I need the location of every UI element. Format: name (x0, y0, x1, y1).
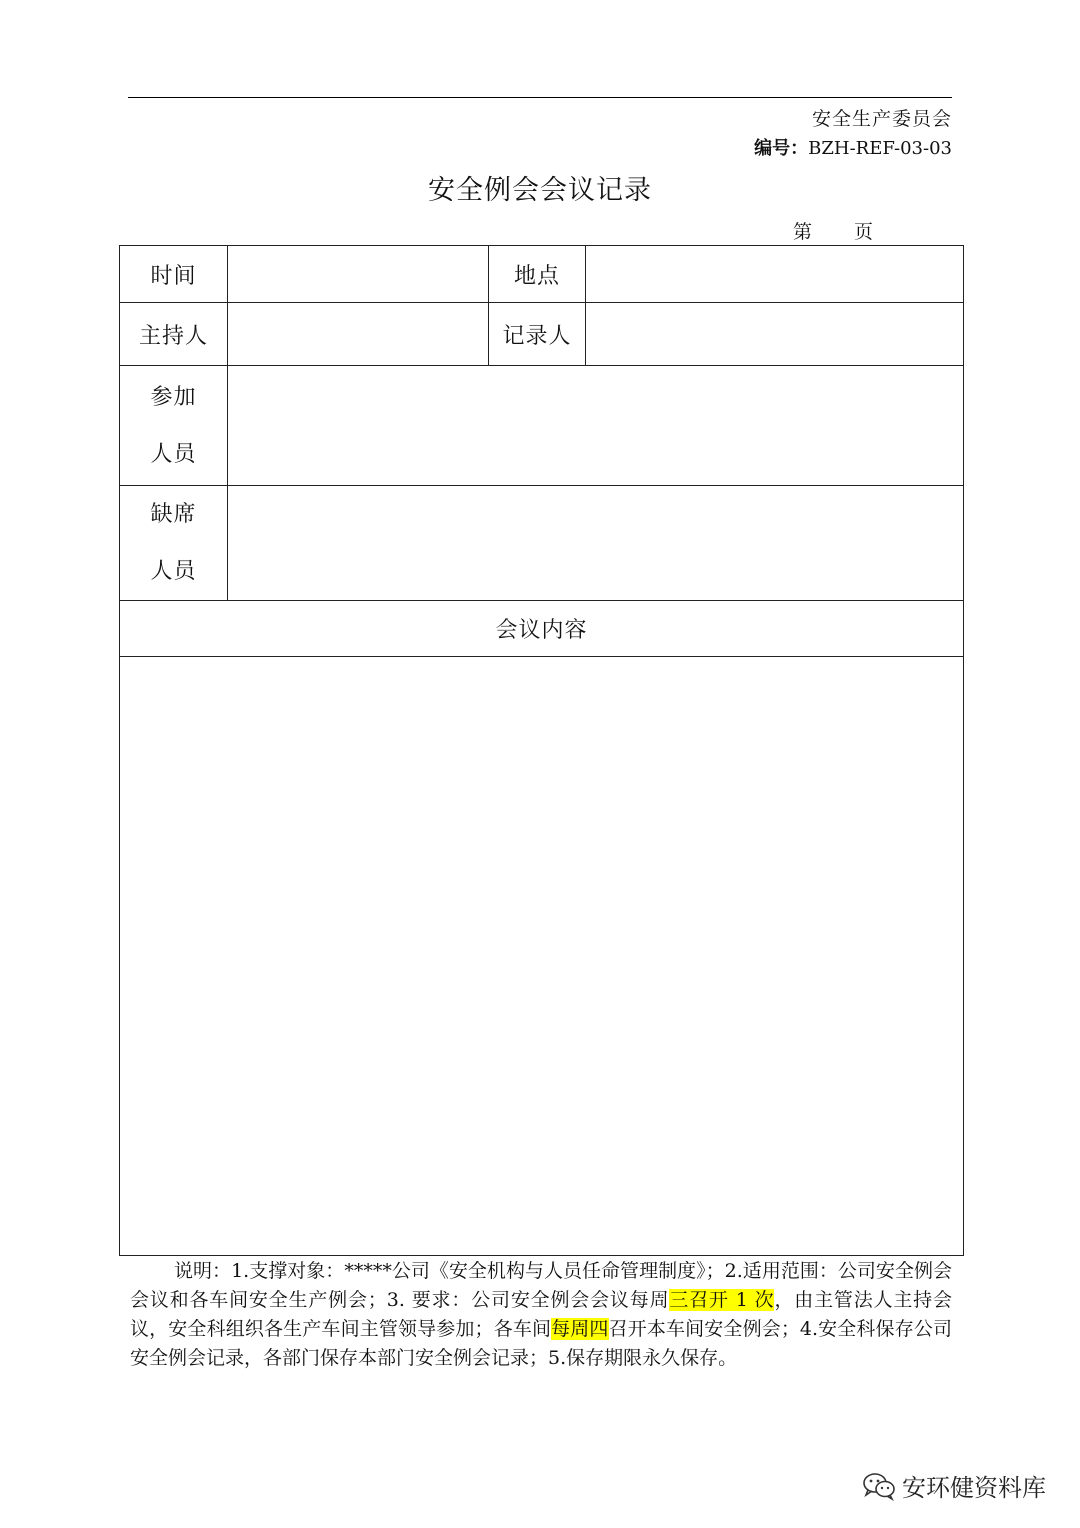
wechat-icon (862, 1471, 896, 1501)
code-label: 编号： (754, 138, 809, 159)
meeting-record-form (119, 245, 964, 1256)
absent-label-line1: 缺席 (150, 502, 197, 527)
absent-field[interactable] (228, 486, 964, 601)
attendees-label-line2: 人员 (150, 441, 197, 467)
explanation-note (130, 1257, 952, 1373)
page-title: 安全例会会议记录 (428, 175, 652, 206)
organization-name: 安全生产委员会 (811, 108, 952, 130)
watermark (862, 1468, 1046, 1503)
place-field[interactable] (586, 246, 964, 303)
time-field[interactable] (228, 246, 489, 303)
note-highlight1: 三召开 1 次 (669, 1289, 775, 1311)
page-suffix: 页 (854, 221, 874, 243)
page-number (793, 217, 873, 244)
time-label: 时间 (120, 246, 228, 303)
place-label: 地点 (489, 246, 586, 303)
note-part3: 召开本车间安全例会；4.安全科保存公司安全例会记录，各部门保存本部门安全例会记录；5.保存期限永久保存。 (130, 1318, 952, 1369)
recorder-label: 记录人 (489, 303, 586, 366)
header-rule (128, 97, 952, 98)
attendees-label-line1: 参加 (150, 384, 197, 410)
host-field[interactable] (228, 303, 489, 366)
page-prefix: 第 (793, 221, 813, 243)
attendees-label (120, 366, 228, 486)
document-code (754, 134, 952, 160)
attendees-field[interactable] (228, 366, 964, 486)
note-part2: ，由主管法人主持会议，安全科组织各生产车间主管领导参加；各车间 (130, 1289, 952, 1340)
watermark-text: 安环健资料库 (902, 1474, 1046, 1502)
content-field[interactable] (120, 657, 964, 1256)
code-value: BZH-REF-03-03 (808, 138, 952, 159)
recorder-field[interactable] (586, 303, 964, 366)
absent-label-line2: 人员 (150, 559, 197, 584)
host-label: 主持人 (120, 303, 228, 366)
note-highlight2: 每周四 (551, 1318, 609, 1340)
note-part1: 说明：1.支撑对象：*****公司《安全机构与人员任命管理制度》；2.适用范围：公司安全例会会议和各车间安全生产例会；3. 要求：公司安全例会会议每周 (130, 1260, 952, 1311)
content-header: 会议内容 (120, 601, 964, 657)
absent-label (120, 486, 228, 601)
